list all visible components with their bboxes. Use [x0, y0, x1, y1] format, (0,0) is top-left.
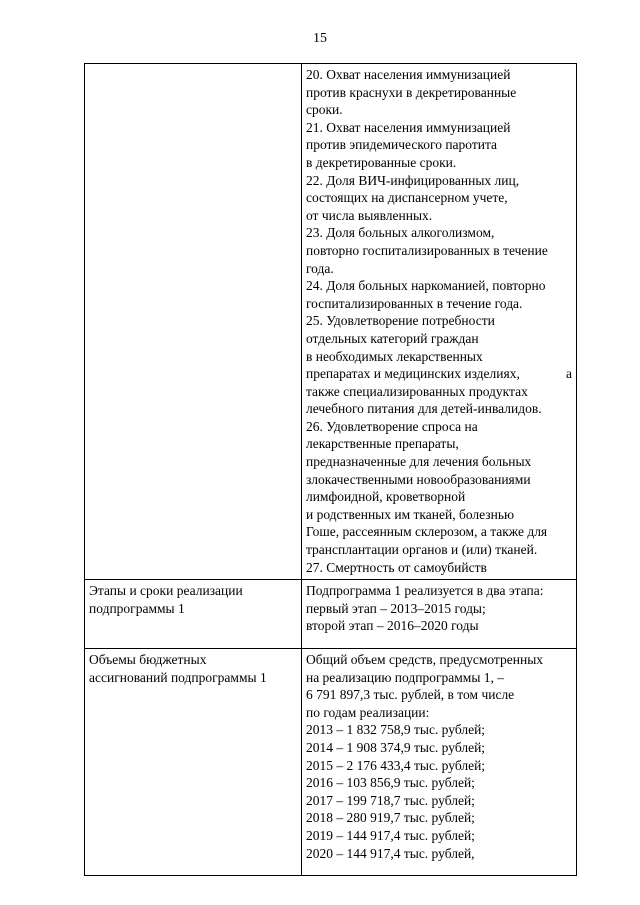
- cell-spacer: [306, 862, 572, 872]
- cell-spacer: [306, 635, 572, 645]
- page-number: 15: [313, 31, 327, 46]
- text-line: 27. Смертность от самоубийств: [305, 559, 487, 575]
- text-line: года.: [305, 260, 334, 276]
- text-line: сроки.: [305, 102, 343, 118]
- text-line: 26. Удовлетворение спроса на: [305, 418, 478, 434]
- text-line: трансплантации органов и (или) тканей.: [305, 542, 538, 558]
- text-line: злокачественными новообразованиями: [305, 471, 531, 487]
- row-content-cell: [301, 64, 576, 580]
- text-line: лечебного питания для детей-инвалидов.: [305, 401, 542, 417]
- text-line: и родственных им тканей, болезнью: [305, 506, 515, 522]
- text-line: 2017 – 199 718,7 тыс. рублей;: [305, 792, 475, 808]
- table-body: [85, 64, 577, 876]
- text-line: Гоше, рассеянным склерозом, а также для: [305, 524, 548, 540]
- text-line: 2014 – 1 908 374,9 тыс. рублей;: [305, 739, 486, 755]
- text-line: 2015 – 2 176 433,4 тыс. рублей;: [305, 757, 486, 773]
- text-line: Общий объем средств, предусмотренных: [305, 652, 544, 667]
- text-line: 2019 – 144 917,4 тыс. рублей;: [305, 827, 475, 843]
- text-line: первый этап – 2013–2015 годы;: [305, 600, 486, 616]
- text-line: Этапы и сроки реализации: [89, 583, 243, 599]
- text-line: 2018 – 280 919,7 тыс. рублей;: [305, 810, 475, 826]
- row-label-cell: [85, 649, 302, 876]
- row-content-cell: [301, 649, 576, 876]
- text-line: [306, 365, 572, 383]
- text-line: второй этап – 2016–2020 годы: [305, 618, 479, 634]
- text-line: лимфоидной, кроветворной: [305, 489, 466, 505]
- text-line: лекарственные препараты,: [305, 436, 459, 452]
- row-label-cell: [85, 64, 302, 580]
- row-content-cell: [301, 580, 576, 649]
- table-row: [85, 649, 577, 876]
- row-label-cell: [85, 580, 302, 649]
- text-line: против краснухи в декретированные: [305, 84, 517, 100]
- text-line: 22. Доля ВИЧ-инфицированных лиц,: [305, 172, 520, 188]
- text-line: в необходимых лекарственных: [305, 348, 483, 364]
- text-line: ассигнований подпрограммы 1: [89, 669, 267, 685]
- text-fragment: а: [566, 366, 572, 382]
- text-line: 25. Удовлетворение потребности: [305, 313, 495, 329]
- table-row: [85, 64, 577, 580]
- text-line: на реализацию подпрограммы 1, –: [305, 669, 505, 685]
- text-line: по годам реализации:: [305, 704, 430, 720]
- text-line: Подпрограмма 1 реализуется в два этапа:: [305, 583, 544, 599]
- text-line: предназначенные для лечения больных: [305, 454, 532, 470]
- table-row: [85, 580, 577, 649]
- text-line: отдельных категорий граждан: [305, 330, 479, 346]
- text-line: в декретированные сроки.: [305, 154, 457, 170]
- text-line: 23. Доля больных алкоголизмом,: [305, 225, 495, 241]
- text-line: также специализированных продуктах: [305, 383, 528, 399]
- text-line: 21. Охват населения иммунизацией: [305, 119, 511, 135]
- text-line: 2013 – 1 832 758,9 тыс. рублей;: [305, 722, 486, 738]
- text-line: повторно госпитализированных в течение: [305, 242, 548, 258]
- text-line: Объемы бюджетных: [89, 652, 207, 667]
- text-line: 2016 – 103 856,9 тыс. рублей;: [305, 775, 475, 791]
- text-line: 24. Доля больных наркоманией, повторно: [305, 278, 546, 294]
- text-line: состоящих на диспансерном учете,: [305, 190, 508, 206]
- text-line: от числа выявленных.: [305, 207, 433, 223]
- text-line: госпитализированных в течение года.: [305, 295, 523, 311]
- text-line: 20. Охват населения иммунизацией: [305, 67, 511, 82]
- text-line: против эпидемического паротита: [305, 137, 498, 153]
- text-line: 6 791 897,3 тыс. рублей, в том числе: [305, 687, 515, 703]
- cell-spacer: [89, 617, 297, 627]
- text-fragment: препаратах и медицинских изделиях,: [305, 366, 520, 382]
- cell-spacer: [89, 686, 297, 696]
- text-line: подпрограммы 1: [89, 600, 185, 616]
- text-line: 2020 – 144 917,4 тыс. рублей,: [305, 845, 475, 861]
- passport-table: [84, 63, 577, 876]
